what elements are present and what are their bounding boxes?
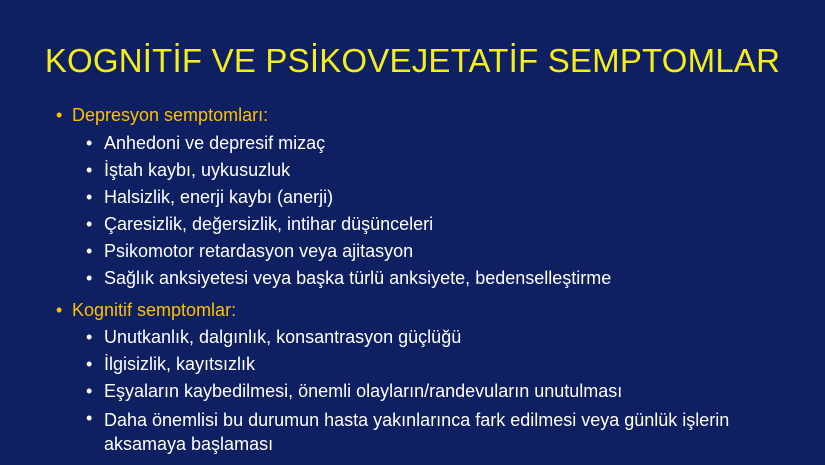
bullet-icon: • (86, 268, 93, 288)
bullet-icon: • (56, 105, 63, 125)
bullet-icon: • (86, 214, 93, 234)
bullet-icon: • (86, 327, 93, 347)
bullet-icon: • (86, 381, 93, 401)
bullet-icon: • (86, 241, 93, 261)
bullet-icon: • (86, 187, 93, 207)
bullet-icon: • (86, 354, 93, 374)
slide-title: KOGNİTİF VE PSİKOVEJETATİF SEMPTOMLAR (44, 42, 781, 79)
bullet-list: • Depresyon semptomları: • Anhedoni ve depresif mizaç • İştah kaybı, uykusuzluk • Halsizlik, enerji kaybı (anerji) • Çaresizlik, değersizlik, intihar düşünceleri • Psikomotor retardasyon veya ajitasyon • Sağlık anksiyetesi veya başka türlü anksiyete, bedenselleştirme • Kognitif semptomlar: • Unutkanlık, dalgınlık, konsantrasyon güçlüğü • İlgisizlik, kayıtsızlık • Eşyaların kaybedilmesi, önemli olayların/randevuların unutulması • Daha önemlisi bu durumun hasta yakınlarınca fark edilmesi veya günlük işlerin aksamaya başlaması (56, 105, 730, 454)
bullet-icon: • (86, 160, 93, 180)
bullet-icon: • (86, 408, 93, 428)
bullet-icon: • (86, 133, 93, 153)
bullet-icon: • (56, 300, 63, 320)
